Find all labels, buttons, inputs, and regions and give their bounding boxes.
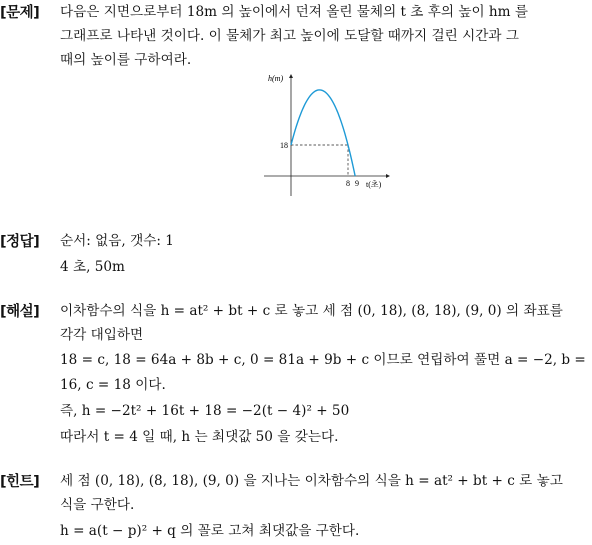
solution-line-4: 16, c = 18 이다. (60, 377, 166, 393)
hint-tag: [힌트] (0, 474, 40, 490)
problem-line-3: 때의 높이를 구하여라. (60, 52, 192, 68)
hint-line-3: h = a(t − p)² + q 의 꼴로 고쳐 최댓값을 구한다. (60, 523, 360, 539)
solution-line-2: 각각 대입하면 (60, 327, 144, 343)
y-axis-label: h(m) (268, 74, 284, 83)
height-graph (262, 70, 392, 198)
x-axis-label: t(초) (366, 180, 382, 189)
problem-line-2: 그래프로 나타낸 것이다. 이 물체가 최고 높이에 도달할 때까지 걸린 시간과 그 (60, 28, 519, 44)
y-axis-arrow (289, 74, 293, 78)
solution-line-3: 18 = c, 18 = 64a + 8b + c, 0 = 81a + 9b + c 이므로 연립하여 풀면 a = −2, b = (60, 352, 586, 368)
parabola-curve (291, 90, 355, 176)
problem-line-1: 다음은 지면으로부터 18m 의 높이에서 던져 올린 물체의 t 초 후의 높이 hm 를 (60, 4, 529, 20)
solution-line-6: 따라서 t = 4 일 때, h 는 최댓값 50 을 갖는다. (60, 429, 339, 445)
x-tick-label-8: 8 (346, 179, 350, 188)
solution-line-1: 이차함수의 식을 h = at² + bt + c 로 놓고 세 점 (0, 18), (8, 18), (9, 0) 의 좌표를 (60, 303, 563, 319)
answer-line-1: 순서: 없음, 갯수: 1 (60, 233, 174, 249)
x-tick-label-9: 9 (355, 179, 359, 188)
solution-tag: [해설] (0, 304, 40, 320)
hint-line-2: 식을 구한다. (60, 497, 135, 513)
solution-line-5: 즉, h = −2t² + 16t + 18 = −2(t − 4)² + 50 (60, 403, 350, 419)
answer-line-2: 4 초, 50m (60, 259, 125, 275)
x-axis-arrow (386, 174, 390, 178)
hint-line-1: 세 점 (0, 18), (8, 18), (9, 0) 을 지나는 이차함수의 식을 h = at² + bt + c 로 놓고 (60, 473, 563, 489)
y-tick-label: 18 (280, 141, 288, 150)
problem-tag: [문제] (0, 5, 40, 21)
answer-tag: [정답] (0, 234, 40, 250)
